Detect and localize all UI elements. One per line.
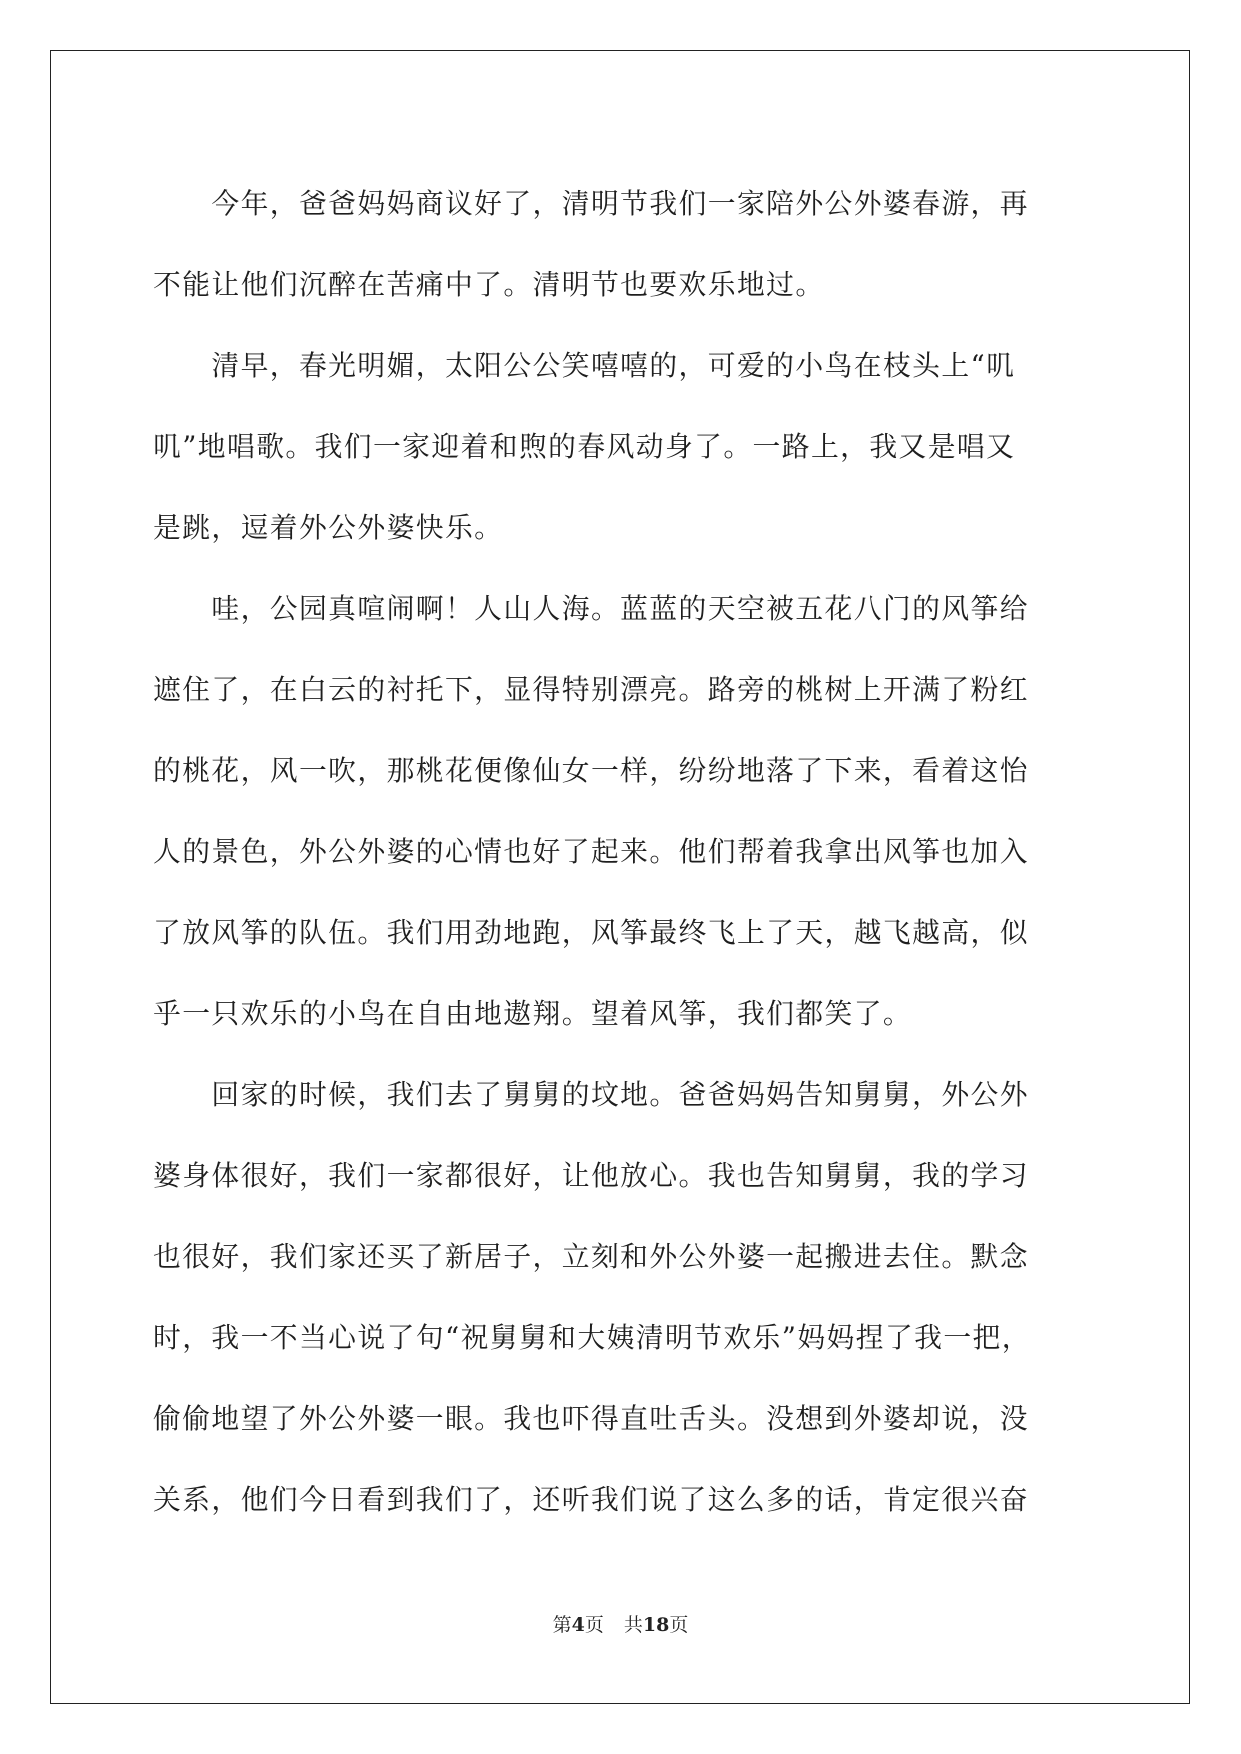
text-line: 乎一只欢乐的小鸟在自由地遨翔。望着风筝，我们都笑了。 xyxy=(153,997,913,1030)
text-line: 叽”地唱歌。我们一家迎着和煦的春风动身了。一路上，我又是唱又 xyxy=(153,430,1016,463)
text-line: 今年，爸爸妈妈商议好了，清明节我们一家陪外公外婆春游，再 xyxy=(153,187,1029,220)
page-footer xyxy=(0,1610,1241,1637)
text-line: 也很好，我们家还买了新居子，立刻和外公外婆一起搬进去住。默念 xyxy=(153,1240,1029,1273)
page-label-suffix: 页 xyxy=(584,1614,604,1636)
total-pages: 18 xyxy=(642,1614,670,1636)
text-line: 人的景色，外公外婆的心情也好了起来。他们帮着我拿出风筝也加入 xyxy=(153,835,1029,868)
total-label-suffix: 页 xyxy=(669,1614,689,1636)
text-line: 清早，春光明媚，太阳公公笑嘻嘻的，可爱的小鸟在枝头上“叽 xyxy=(153,349,1016,382)
text-line: 是跳，逗着外公外婆快乐。 xyxy=(153,511,504,544)
text-line: 遮住了，在白云的衬托下，显得特别漂亮。路旁的桃树上开满了粉红 xyxy=(153,673,1029,706)
document-body xyxy=(153,163,1093,1540)
text-line: 哇，公园真喧闹啊！人山人海。蓝蓝的天空被五花八门的风筝给 xyxy=(153,592,1029,625)
page-number: 4 xyxy=(571,1614,585,1636)
text-line: 婆身体很好，我们一家都很好，让他放心。我也告知舅舅，我的学习 xyxy=(153,1159,1029,1192)
text-line: 偷偷地望了外公外婆一眼。我也吓得直吐舌头。没想到外婆却说，没 xyxy=(153,1402,1029,1435)
text-line: 回家的时候，我们去了舅舅的坟地。爸爸妈妈告知舅舅，外公外 xyxy=(153,1078,1029,1111)
page-label-prefix: 第 xyxy=(552,1614,572,1636)
text-line: 时，我一不当心说了句“祝舅舅和大姨清明节欢乐”妈妈捏了我一把， xyxy=(153,1321,1031,1354)
text-line: 关系，他们今日看到我们了，还听我们说了这么多的话，肯定很兴奋 xyxy=(153,1483,1029,1516)
text-line: 的桃花，风一吹，那桃花便像仙女一样，纷纷地落了下来，看着这怡 xyxy=(153,754,1029,787)
text-line: 不能让他们沉醉在苦痛中了。清明节也要欢乐地过。 xyxy=(153,268,825,301)
total-label-prefix: 共 xyxy=(623,1614,643,1636)
text-line: 了放风筝的队伍。我们用劲地跑，风筝最终飞上了天，越飞越高，似 xyxy=(153,916,1029,949)
